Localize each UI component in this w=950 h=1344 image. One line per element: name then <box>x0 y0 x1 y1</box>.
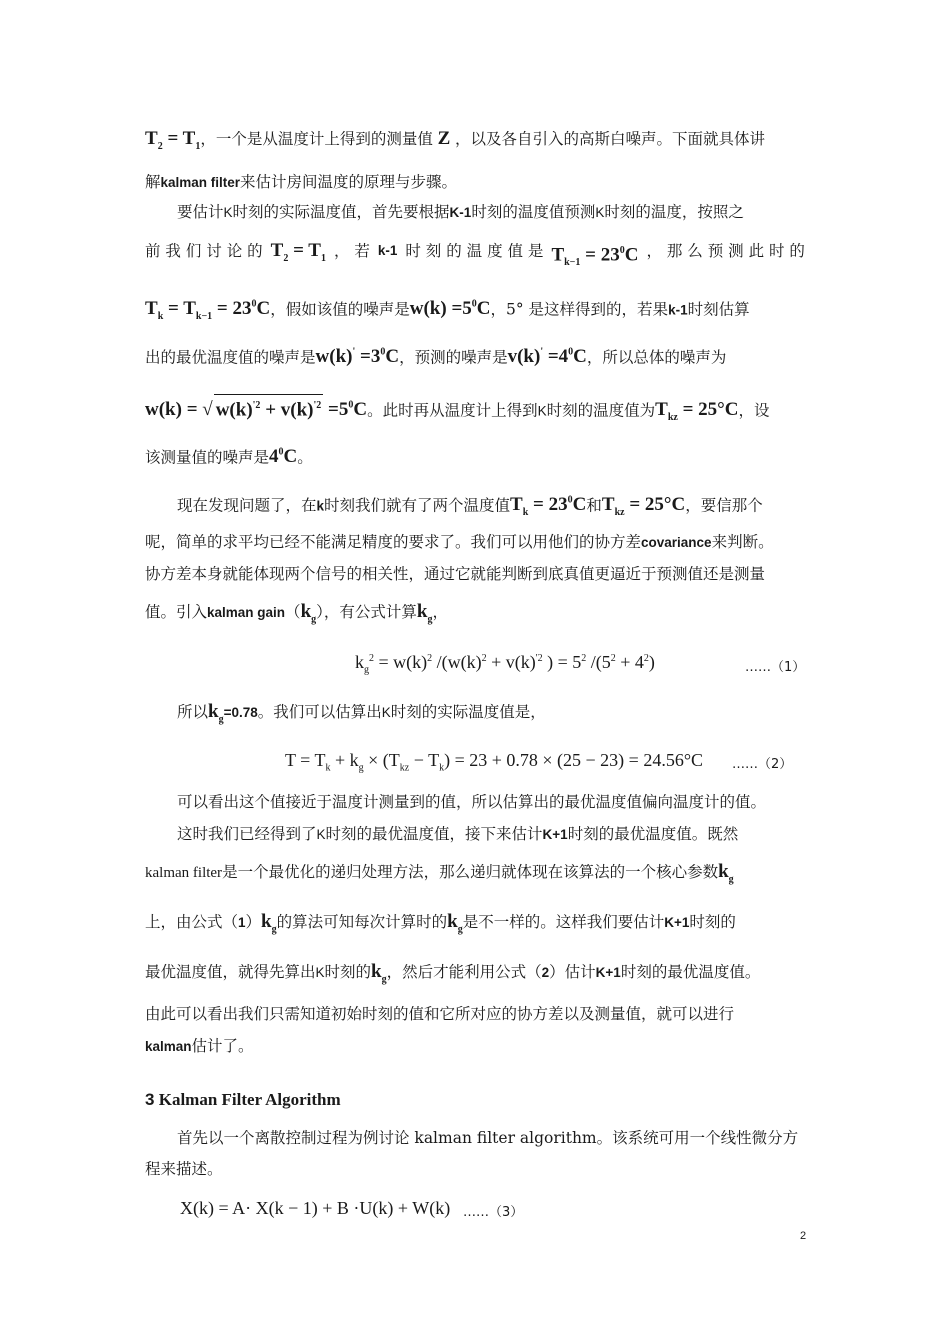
text-line: 由此可以看出我们只需知道初始时刻的值和它所对应的协方差以及测量值，就可以进行 <box>145 1005 735 1023</box>
text-line: 协方差本身就能体现两个信号的相关性，通过它就能判断到底真值更逼近于预测值还是测量 <box>145 565 766 583</box>
text-line: 所以$k_g=0.78$。我们可以估算出K时刻的实际温度值是， <box>177 701 546 725</box>
equation-2: $T = T_k + k_g \times (T_{kz} - T_k) = 23 + 0.78 \times (25 - 23) = 24.56^\circ C$ <box>285 750 704 774</box>
text-line: 上，由公式$(1)k_g$的算法可知每次计算时的$k_g$是不一样的。这样我们要估计K+1时刻的 <box>145 911 736 935</box>
text-line: 前 我 们 讨 论 的 $T_2 = T_1$ ， 若 k-1 时 刻 的 温 度 值 是 $T_{k-1} = 23^0C$ ， 那 么 预 测 此 时 的 <box>145 240 805 269</box>
text-line: $T_k = T_{k-1} = 23^0C$，假如该值的噪声是$w(k) =5^0C$，5° 是这样得到的，若果k-1时刻估算 <box>145 298 750 323</box>
text-line: 出的最优温度值的噪声是$w(k)' =3^0C$，预测的噪声是$v(k)' =4^0C$，所以总体的噪声为 <box>145 346 727 368</box>
text-line: 程来描述。 <box>145 1160 223 1178</box>
equation-1-number: ……（1） <box>745 660 806 675</box>
text-line: 值。引入kalman $gain(k_g)$，有公式计算$k_g$， <box>145 601 448 625</box>
text-line: 最优温度值，就得先算出K时刻的$k_g$，然后才能利用公式（2）估计K+1时刻的最优温度值。 <box>145 961 761 985</box>
text-line: 该测量值的噪声是$4^0C$。 <box>145 446 313 468</box>
text-line: kalman filter是一个最优化的递归处理方法，那么递归就体现在该算法的一个核心参数$k_g$ <box>145 861 734 885</box>
text-line: w(k) = √ $w(k)^{'2} + v(k)^{'2} =5^0C$。此时再从温度计上得到K时刻的温度值为$T_{kz} = 25^\circ C$，设 <box>145 394 805 429</box>
text-line: 现在发现问题了，在k时刻我们就有了两个温度值$T_k = 23^0C$和$T_{kz} = 25^\circ C$，要信那个 <box>177 494 763 519</box>
equation-1: $k_g^2 = w(k)^2$ $/(w(k)^2 + v(k)^{'2}$ ) = $5^2$ $/(5^2 + 4^2)$ <box>355 652 655 676</box>
equation-3-number: ……（3） <box>463 1205 524 1220</box>
text-line: 要估计K时刻的实际温度值，首先要根据K-1时刻的温度值预测K时刻的温度，按照之 <box>177 203 744 221</box>
text-line: 可以看出这个值接近于温度计测量到的值，所以估算出的最优温度值偏向温度计的值。 <box>177 793 767 811</box>
equation-3: X(k) = A· X(k − 1) + B ·U(k) + W(k) <box>180 1198 451 1218</box>
equation-2-number: ……（2） <box>732 757 793 772</box>
text-line: kalman估计了。 <box>145 1037 254 1055</box>
text-line: 解kalman filter来估计房间温度的原理与步骤。 <box>145 173 458 191</box>
text-line: 这时我们已经得到了K时刻的最优温度值，接下来估计K+1时刻的最优温度值。既然 <box>177 825 739 843</box>
page-number: 2 <box>800 1230 807 1242</box>
text-line: 呢，简单的求平均已经不能满足精度的要求了。我们可以用他们的协方差covariance来判断。 <box>145 533 774 551</box>
section-heading: 3 Kalman Filter Algorithm <box>145 1090 341 1109</box>
text-line: $T_2 = T_1$，一个是从温度计上得到的测量值 Z ，以及各自引入的高斯白噪声。下面就具体讲 <box>145 128 766 152</box>
text-line: 首先以一个离散控制过程为例讨论 kalman filter algorithm。该系统可用一个线性微分方 <box>177 1129 799 1147</box>
